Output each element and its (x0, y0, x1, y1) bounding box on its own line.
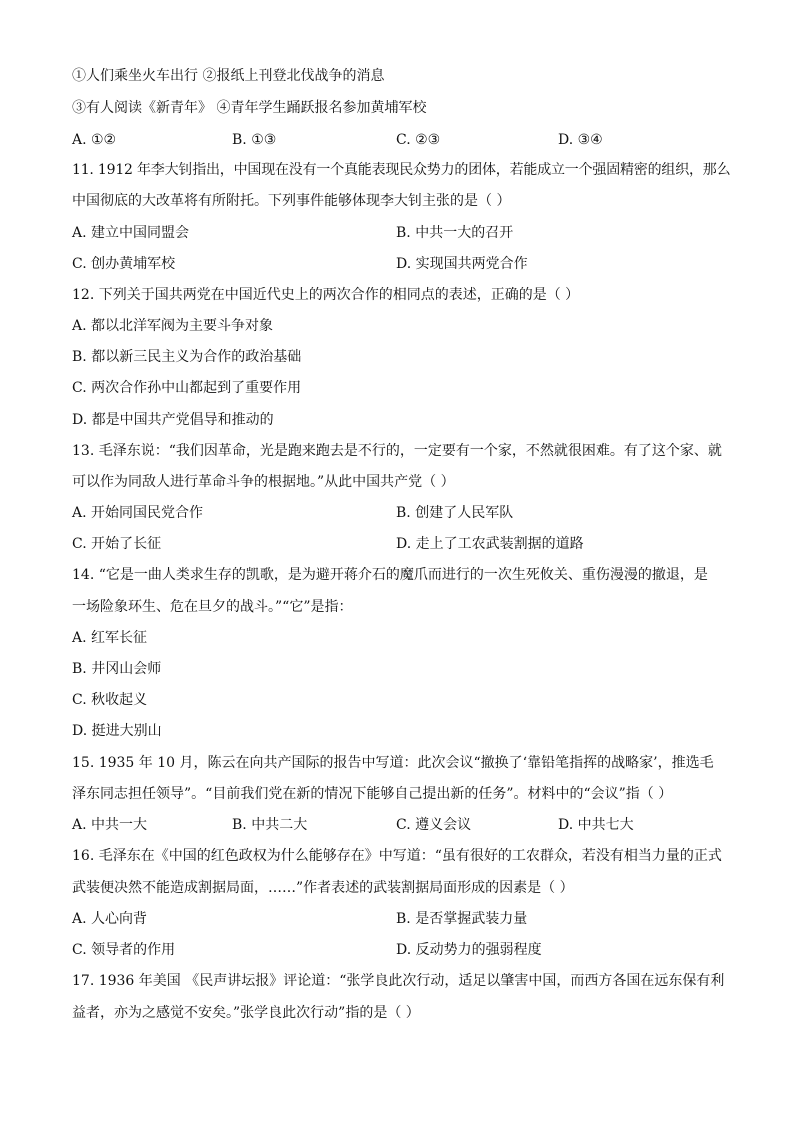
q16-option-d: D. 反动势力的强弱程度 (396, 942, 542, 958)
q11-option-c: C. 创办黄埔军校 (72, 256, 176, 272)
q10-option-b: B. ①③ (232, 132, 277, 148)
q16-option-b: B. 是否掌握武装力量 (396, 911, 528, 927)
q11-stem-line-2: 中国彻底的大改革将有所附托。下列事件能够体现李大钊主张的是（ ） (72, 193, 511, 209)
q12-stem: 12. 下列关于国共两党在中国近代史上的两次合作的相同点的表述，正确的是（ ） (72, 287, 580, 303)
q15-stem-line-1: 15. 1935 年 10 月，陈云在向共产国际的报告中写道：此次会议“撤换了‘靠铅笔指挥的战略家’，推选毛 (72, 755, 714, 771)
q11-stem-line-1: 11. 1912 年李大钊指出，中国现在没有一个真能表现民众势力的团体，若能成立一个强固精密的组织，那么 (72, 162, 731, 178)
q13-option-d: D. 走上了工农武装割据的道路 (396, 536, 584, 552)
q17-stem-line-2: 益者，亦为之感觉不安矣。”张学良此次行动”指的是（ ） (72, 1005, 420, 1021)
q14-option-c: C. 秋收起义 (72, 692, 148, 708)
q12-option-b: B. 都以新三民主义为合作的政治基础 (72, 349, 302, 365)
q10-option-a: A. ①② (72, 132, 117, 148)
q13-stem-line-2: 可以作为同敌人进行革命斗争的根据地。”从此中国共产党（ ） (72, 474, 455, 490)
q11-option-b: B. 中共一大的召开 (396, 225, 514, 241)
q17-stem-line-1: 17. 1936 年美国 《民声讲坛报》评论道：“张学良此次行动，适足以肇害中国，而西方各国在远东保有利 (72, 973, 725, 989)
q12-option-d: D. 都是中国共产党倡导和推动的 (72, 412, 274, 428)
q14-option-d: D. 挺进大别山 (72, 723, 162, 739)
q10-option-c: C. ②③ (396, 132, 441, 148)
q13-option-a: A. 开始同国民党合作 (72, 505, 204, 521)
q14-stem-line-1: 14. “它是一曲人类求生存的凯歌，是为避开蒋介石的魔爪而进行的一次生死攸关、重伤漫漫的撤退，是 (72, 567, 708, 583)
q14-option-a: A. 红军长征 (72, 630, 148, 646)
q14-stem-line-2: 一场险象环生、危在旦夕的战斗。”“它”是指： (72, 599, 353, 615)
q10-statement-line-2: ③有人阅读《新青年》 ④青年学生踊跃报名参加黄埔军校 (72, 100, 427, 116)
q10-statement-line-1: ①人们乘坐火车出行 ②报纸上刊登北伐战争的消息 (72, 68, 385, 84)
q14-option-b: B. 井冈山会师 (72, 661, 162, 677)
q15-option-b: B. 中共二大 (232, 817, 308, 833)
q16-option-c: C. 领导者的作用 (72, 942, 176, 958)
q10-option-d: D. ③④ (558, 132, 603, 148)
q15-stem-line-2: 泽东同志担任领导”。“目前我们党在新的情况下能够自己提出新的任务”。材料中的“会议”指（ ） (72, 786, 673, 802)
q16-stem-line-1: 16. 毛泽东在《中国的红色政权为什么能够存在》中写道：“虽有很好的工农群众，若没有相当力量的正式 (72, 848, 722, 864)
q15-option-a: A. 中共一大 (72, 817, 148, 833)
q11-option-a: A. 建立中国同盟会 (72, 225, 190, 241)
q15-option-d: D. 中共七大 (558, 817, 634, 833)
q11-option-d: D. 实现国共两党合作 (396, 256, 528, 272)
q15-option-c: C. 遵义会议 (396, 817, 472, 833)
q16-option-a: A. 人心向背 (72, 911, 148, 927)
q13-stem-line-1: 13. 毛泽东说：“我们因革命，光是跑来跑去是不行的，一定要有一个家，不然就很困难。有了这个家、就 (72, 443, 722, 459)
q13-option-b: B. 创建了人民军队 (396, 505, 514, 521)
q12-option-a: A. 都以北洋军阀为主要斗争对象 (72, 318, 274, 334)
q16-stem-line-2: 武装便决然不能造成割据局面，……”作者表述的武装割据局面形成的因素是（ ） (72, 880, 574, 896)
q13-option-c: C. 开始了长征 (72, 536, 162, 552)
q12-option-c: C. 两次合作孙中山都起到了重要作用 (72, 380, 302, 396)
